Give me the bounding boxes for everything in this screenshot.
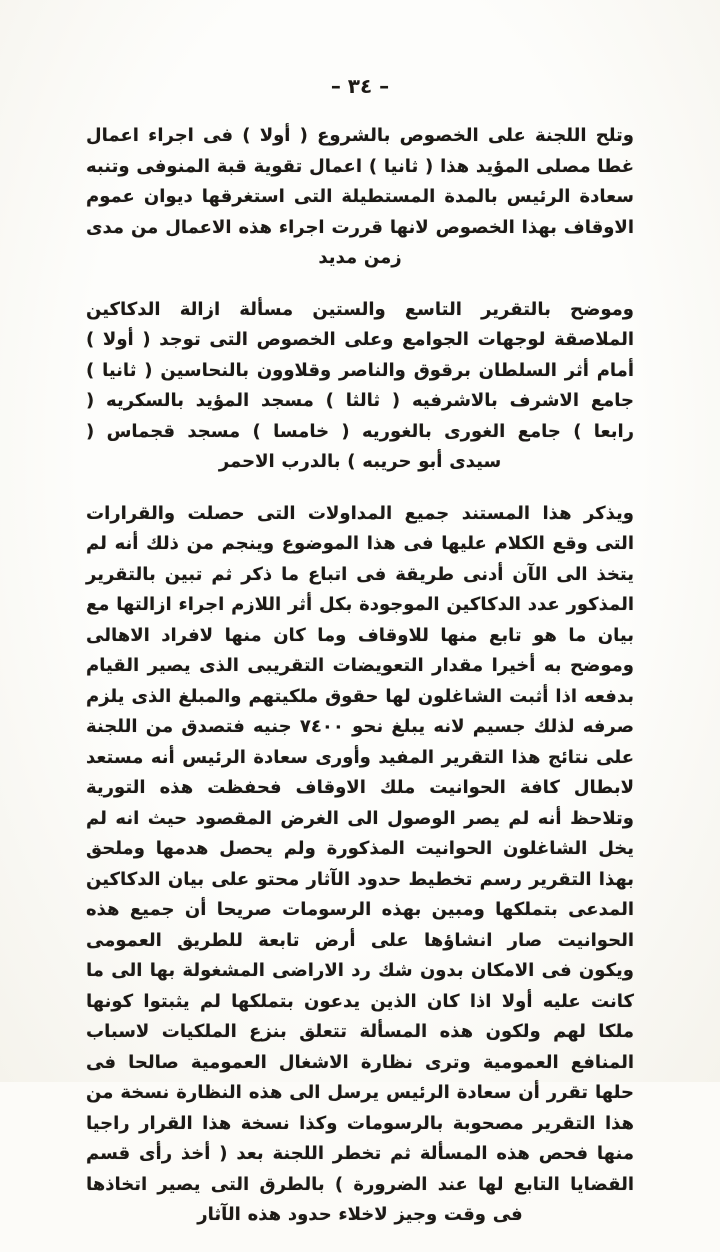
paragraph-report-69-shops-list: وموضح بالتقرير التاسع والستين مسألة ازالة الدكاكين الملاصقة لوجهات الجوامع وعلى الخصوص التى توجد ( أولا ) أمام أثر السلطان برقوق والناصر وقلاوون بالنحاسين ( ثانيا ) جامع الاشرف بالاشرفيه ( ثالثا ) مسجد المؤيد بالسكريه ( رابعا ) جامع الغورى بالغوريه ( خامسا ) مسجد قجماس ( سيدى أبو حريبه ) بالدرب الاحمر [86, 298, 634, 472]
paragraph-deliberations-and-decision: ويذكر هذا المستند جميع المداولات التى حصلت والقرارات التى وقع الكلام عليها فى هذا الموضوع وينجم من ذلك أنه لم يتخذ الى الآن أدنى طريقة فى اتباع ما ذكر ثم تبين بالتقرير المذكور عدد الدكاكين الموجودة بكل أثر اللازم اجراء ازالتها مع بيان ما هو تابع منها للاوقاف وما كان منها لافراد الاهالى وموضح به أخيرا مقدار التعويضات التقريبى الذى يصير القيام بدفعه اذا أثبت الشاغلون لها حقوق ملكيتهم والمبلغ الذى يلزم صرفه لذلك جسيم لانه يبلغ نحو ٧٤٠٠ جنيه فتصدق من اللجنة على نتائج هذا التقرير المفيد وأورى سعادة الرئيس أنه مستعد لابطال كافة الحوانيت ملك الاوقاف فحفظت هذه التورية وتلاحظ أنه لم يصر الوصول الى الغرض المقصود حيث انه لم يخل الشاغلون الحوانيت المذكورة ولم يحصل هدمها وملحق بهذا التقرير رسم تخطيط حدود الآثار محتو على بيان الدكاكين المدعى بتملكها ومبين بهذه الرسومات صريحا أن جميع هذه الحوانيت صار انشاؤها على أرض تابعة للطريق العمومى ويكون فى الامكان بدون شك رد الاراضى المشغولة بها الى ما كانت عليه أولا اذا كان الذين يدعون بتملكها لم يثبتوا كونها ملكا لهم ولكون هذه المسألة تتعلق بنزع الملكيات لاسباب المنافع العمومية وترى نظارة الاشغال العمومية صالحا فى حلها تقرر أن سعادة الرئيس يرسل الى هذه النظارة نسخة من هذا التقرير مصحوبة بالرسومات وكذا نسخة هذا القرار راجيا منها فحص هذه المسألة ثم تخطر اللجنة بعد ( أخذ رأى قسم القضايا التابع لها عند الضرورة ) بالطرق التى يصير اتخاذها فى وقت وجيز لاخلاء حدود هذه الآثار [86, 502, 634, 1225]
page-number: – ٣٤ – [330, 74, 390, 98]
paragraph-committee-urging-works: وتلح اللجنة على الخصوص بالشروع ( أولا ) فى اجراء اعمال غطا مصلى المؤيد هذا ( ثانيا ) اعمال تقوية قبة المنوفى وتنبه سعادة الرئيس بالمدة المستطيلة التى استغرقها ديوان عموم الاوقاف بهذا الخصوص لانها قررت اجراء هذه الاعمال من مدى زمن مديد [86, 125, 634, 268]
